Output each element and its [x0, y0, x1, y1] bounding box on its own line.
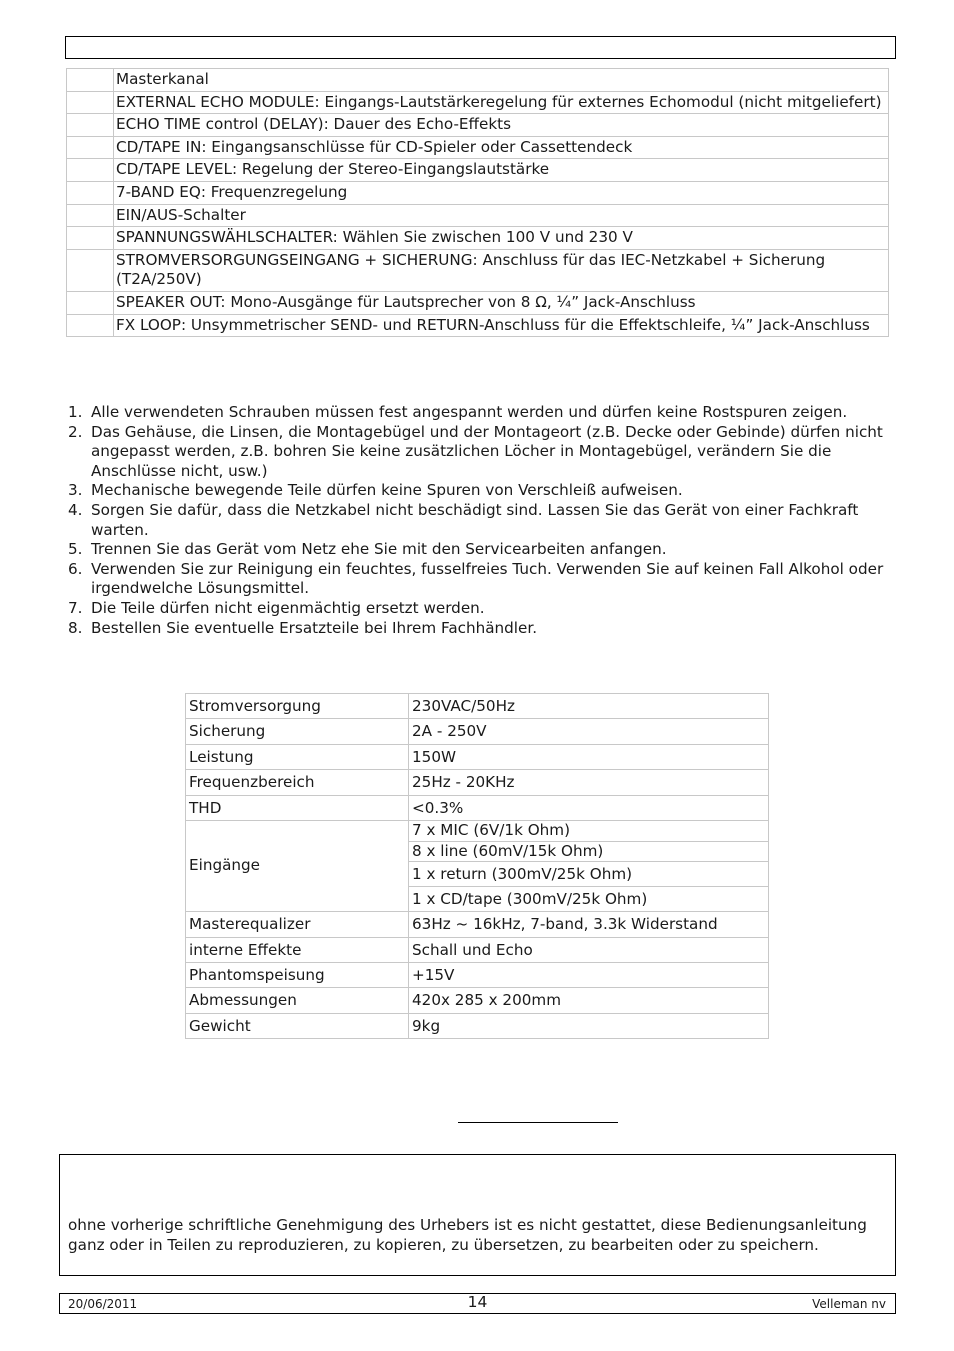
table-row — [186, 694, 769, 719]
table-row — [186, 719, 769, 744]
specs-table — [185, 693, 769, 1039]
table-row — [67, 291, 889, 314]
feature-number — [67, 69, 114, 92]
copyright-box — [59, 1154, 896, 1276]
list-item — [66, 481, 896, 501]
table-row — [67, 114, 889, 137]
table-row — [186, 963, 769, 988]
maintenance-list — [66, 403, 896, 638]
list-text: Alle verwendeten Schrauben müssen fest angespannt werden und dürfen keine Rostspuren zeigen. — [91, 403, 848, 421]
table-row — [67, 227, 889, 250]
list-text: Bestellen Sie eventuelle Ersatzteile bei Ihrem Fachhändler. — [91, 618, 538, 637]
list-item — [66, 423, 896, 482]
feature-number — [67, 181, 114, 204]
list-text: Das Gehäuse, die Linsen, die Montagebügel und der Montageort (z.B. Decke oder Gebinde) dürfen nicht angepasst werden, z.B. bohren Sie keine zusätzlichen Löcher in Montagebügel, verändern Sie die Anschlüsse nicht, usw.) — [91, 422, 883, 480]
feature-text: STROMVERSORGUNGSEINGANG + SICHERUNG: Anschluss für das IEC-Netzkabel + Sicherung (T2A/250V) — [114, 249, 889, 291]
spec-value: 420x 285 x 200mm — [409, 988, 769, 1013]
list-item — [66, 560, 896, 599]
feature-text: 7-BAND EQ: Frequenzregelung — [114, 181, 889, 204]
spec-value: 1 x return (300mV/25k Ohm) — [409, 862, 769, 887]
spec-label: Phantomspeisung — [186, 963, 409, 988]
spec-value: +15V — [409, 963, 769, 988]
spec-value: 2A - 250V — [409, 719, 769, 744]
spec-label: Masterequalizer — [186, 912, 409, 937]
spec-value: <0.3% — [409, 795, 769, 820]
table-row — [186, 744, 769, 769]
feature-number — [67, 159, 114, 182]
spec-value: 63Hz ~ 16kHz, 7-band, 3.3k Widerstand — [409, 912, 769, 937]
list-item — [66, 599, 896, 619]
feature-text: EXTERNAL ECHO MODULE: Eingangs-Lautstärkeregelung für externes Echomodul (nicht mitgeliefert) — [114, 91, 889, 114]
features-table — [66, 68, 889, 337]
table-row — [186, 988, 769, 1013]
feature-text: SPEAKER OUT: Mono-Ausgänge für Lautsprecher von 8 Ω, ¼” Jack-Anschluss — [114, 291, 889, 314]
list-item — [66, 619, 896, 639]
spec-value: 9kg — [409, 1013, 769, 1038]
list-item — [66, 403, 896, 423]
spec-label: Abmessungen — [186, 988, 409, 1013]
spec-value: 150W — [409, 744, 769, 769]
spec-label: Sicherung — [186, 719, 409, 744]
footer-brand: Velleman nv — [812, 1297, 886, 1311]
list-number: 3. — [68, 481, 83, 500]
spec-label: Leistung — [186, 744, 409, 769]
spec-label: interne Effekte — [186, 937, 409, 962]
list-item — [66, 540, 896, 560]
feature-text: CD/TAPE IN: Eingangsanschlüsse für CD-Spieler oder Cassettendeck — [114, 136, 889, 159]
table-row — [186, 770, 769, 795]
list-number: 5. — [68, 540, 83, 559]
feature-number — [67, 291, 114, 314]
list-number: 8. — [68, 618, 83, 637]
list-text: Mechanische bewegende Teile dürfen keine Spuren von Verschleiß aufweisen. — [91, 481, 683, 500]
feature-text: EIN/AUS-Schalter — [114, 204, 889, 227]
spec-value: 25Hz - 20KHz — [409, 770, 769, 795]
spec-label: Eingänge — [186, 821, 409, 912]
spec-label: THD — [186, 795, 409, 820]
list-item — [66, 501, 896, 540]
feature-number — [67, 204, 114, 227]
copyright-text: ohne vorherige schriftliche Genehmigung des Urhebers ist es nicht gestattet, diese Bedienungsanleitung ganz oder in Teilen zu reproduzieren, zu kopieren, zu übersetzen, zu bearbeiten oder zu speichern. — [68, 1216, 867, 1254]
spec-label: Stromversorgung — [186, 694, 409, 719]
list-number: 7. — [68, 598, 83, 617]
page-number: 14 — [467, 1293, 488, 1311]
spec-value: 7 x MIC (6V/1k Ohm) — [409, 821, 769, 842]
table-row — [67, 314, 889, 337]
feature-text: CD/TAPE LEVEL: Regelung der Stereo-Eingangslautstärke — [114, 159, 889, 182]
table-row — [67, 249, 889, 291]
footer-date: 20/06/2011 — [68, 1297, 138, 1311]
page-footer — [59, 1293, 896, 1314]
table-row — [67, 159, 889, 182]
list-number: 2. — [68, 422, 83, 441]
feature-text: ECHO TIME control (DELAY): Dauer des Echo-Effekts — [114, 114, 889, 137]
spec-value: 8 x line (60mV/15k Ohm) — [409, 841, 769, 862]
table-row — [186, 795, 769, 820]
feature-text: Masterkanal — [114, 69, 889, 92]
spec-label: Gewicht — [186, 1013, 409, 1038]
feature-number — [67, 314, 114, 337]
feature-number — [67, 136, 114, 159]
table-row — [67, 91, 889, 114]
spec-value: Schall und Echo — [409, 937, 769, 962]
feature-text: FX LOOP: Unsymmetrischer SEND- und RETURN-Anschluss für die Effektschleife, ¼” Jack-Anschluss — [114, 314, 889, 337]
list-text: Trennen Sie das Gerät vom Netz ehe Sie mit den Servicearbeiten anfangen. — [91, 540, 667, 559]
table-row — [67, 69, 889, 92]
table-row — [186, 1013, 769, 1038]
feature-number — [67, 114, 114, 137]
list-number: 4. — [68, 500, 83, 519]
list-text: Die Teile dürfen nicht eigenmächtig ersetzt werden. — [91, 598, 485, 617]
table-row — [67, 136, 889, 159]
table-row — [186, 937, 769, 962]
list-text: Verwenden Sie zur Reinigung ein feuchtes, fusselfreies Tuch. Verwenden Sie auf keinen Fall Alkohol oder irgendwelche Lösungsmittel. — [91, 559, 884, 598]
table-row — [186, 912, 769, 937]
list-text: Sorgen Sie dafür, dass die Netzkabel nicht beschädigt sind. Lassen Sie das Gerät von einer Fachkraft warten. — [91, 500, 859, 539]
table-row — [67, 204, 889, 227]
spec-value: 230VAC/50Hz — [409, 694, 769, 719]
table-row — [67, 181, 889, 204]
table-row — [186, 821, 769, 842]
list-number: 1. — [68, 403, 83, 421]
list-number: 6. — [68, 559, 83, 578]
header-box — [65, 36, 896, 59]
feature-number — [67, 91, 114, 114]
feature-number — [67, 227, 114, 250]
feature-text: SPANNUNGSWÄHLSCHALTER: Wählen Sie zwischen 100 V und 230 V — [114, 227, 889, 250]
separator-line — [458, 1122, 618, 1123]
feature-number — [67, 249, 114, 291]
spec-label: Frequenzbereich — [186, 770, 409, 795]
spec-value: 1 x CD/tape (300mV/25k Ohm) — [409, 887, 769, 912]
